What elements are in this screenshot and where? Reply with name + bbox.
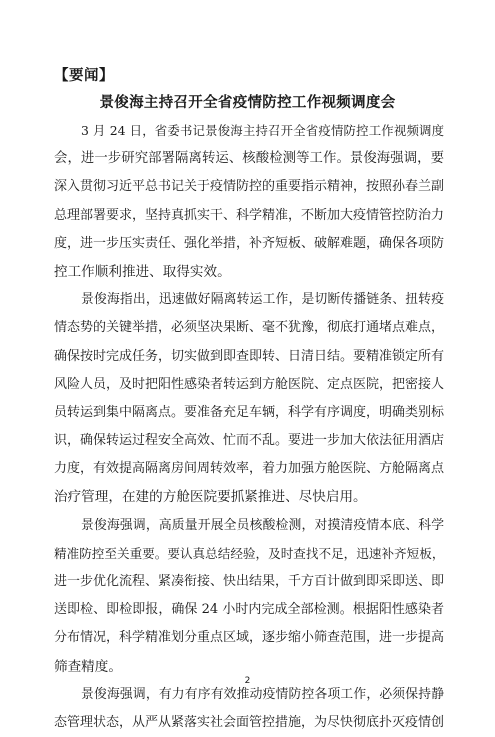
paragraph-1-line-2: 会，进一步研究部署隔离转运、核酸检测等工作。景俊海强调，要 bbox=[54, 151, 444, 167]
paragraph-2-line-2: 情态势的关键举措，必须坚决果断、毫不犹豫，彻底打通堵点难点， bbox=[54, 320, 444, 336]
paragraph-3-line-1: 景俊海强调，高质量开展全员核酸检测，对摸清疫情本底、科学 bbox=[81, 517, 444, 533]
paragraph-1-line-1: 3 月 24 日，省委书记景俊海主持召开全省疫情防控工作视频调度 bbox=[81, 123, 444, 138]
article-body bbox=[54, 117, 444, 737]
paragraph-3-line-4: 送即检、即检即报，确保 24 小时内完成全部检测。根据阳性感染者 bbox=[54, 602, 444, 618]
paragraph-2-line-7: 力度，有效提高隔离房间周转效率，着力加强方舱医院、方舱隔离点 bbox=[54, 461, 444, 477]
paragraph-3-line-2: 精准防控至关重要。要认真总结经验，及时查找不足，迅速补齐短板， bbox=[54, 545, 444, 561]
section-tag: 【要闻】 bbox=[54, 68, 114, 84]
page-number: 2 bbox=[244, 676, 251, 686]
paragraph-2-line-6: 识，确保转运过程安全高效、忙而不乱。要进一步加大依法征用酒店 bbox=[54, 433, 444, 449]
paragraph-4-line-1: 景俊海强调，有力有序有效推动疫情防控各项工作，必须保持静 bbox=[81, 686, 444, 702]
paragraph-1-line-5: 度，进一步压实责任、强化举措，补齐短板、破解难题，确保各项防 bbox=[54, 235, 444, 251]
paragraph-3-line-3: 进一步优化流程、紧凑衔接、快出结果，千方百计做到即采即送、即 bbox=[54, 574, 444, 589]
paragraph-1-line-4: 总理部署要求，坚持真抓实干、科学精准，不断加大疫情管控防治力 bbox=[54, 207, 444, 223]
paragraph-3-line-6: 筛查精度。 bbox=[54, 658, 122, 675]
paragraph-1-line-6: 控工作顺利推进、取得实效。 bbox=[54, 263, 231, 280]
paragraph-1-line-3: 深入贯彻习近平总书记关于疫情防控的重要指示精神，按照孙春兰副 bbox=[54, 179, 444, 195]
paragraph-2-line-5: 员转运到集中隔离点。要准备充足车辆，科学有序调度，明确类别标 bbox=[54, 404, 444, 420]
paragraph-2-line-8: 治疗管理，在建的方舱医院要抓紧推进、尽快启用。 bbox=[54, 489, 367, 506]
paragraph-2-line-3: 确保按时完成任务，切实做到即查即转、日清日结。要精准锁定所有 bbox=[54, 348, 444, 364]
paragraph-2-line-4: 风险人员，及时把阳性感染者转运到方舱医院、定点医院，把密接人 bbox=[54, 376, 444, 392]
headline: 景俊海主持召开全省疫情防控工作视频调度会 bbox=[99, 95, 396, 111]
paragraph-4-line-2: 态管理状态，从严从紧落实社会面管控措施，为尽快彻底扑灭疫情创 bbox=[54, 714, 444, 730]
paragraph-2-line-1: 景俊海指出，迅速做好隔离转运工作，是切断传播链条、扭转疫 bbox=[81, 292, 444, 308]
paragraph-3-line-5: 分布情况，科学精准划分重点区域，逐步缩小筛查范围，进一步提高 bbox=[54, 630, 444, 646]
